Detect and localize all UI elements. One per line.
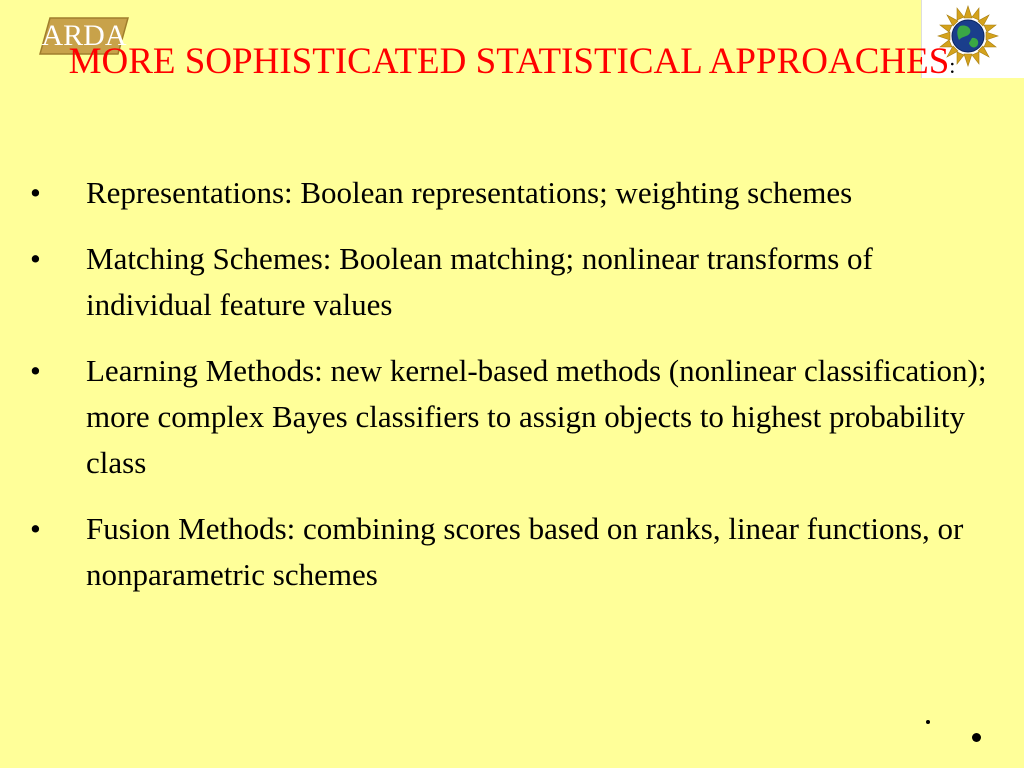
footer-dot-small-icon	[926, 720, 930, 724]
bullet-text: Matching Schemes: Boolean matching; nonlinear transforms of individual feature values	[86, 241, 873, 322]
bullet-icon: •	[30, 353, 41, 388]
bullet-text: Fusion Methods: combining scores based on ranks, linear functions, or nonparametric schemes	[86, 511, 964, 592]
arda-logo-text: ARDA	[41, 19, 127, 52]
slide-title	[60, 36, 964, 92]
bullet-text: Representations: Boolean representations; weighting schemes	[86, 175, 853, 210]
slide-title-colon: :	[949, 53, 956, 78]
bullet-text: Learning Methods: new kernel-based methods (nonlinear classification); more complex Bayes classifiers to assign objects to highest probability class	[86, 353, 987, 480]
bullet-icon: •	[30, 175, 41, 210]
bullet-item	[30, 170, 990, 216]
bullet-icon: •	[30, 511, 41, 546]
bullet-list	[30, 170, 990, 618]
bullet-item	[30, 236, 990, 328]
footer-dot-large-icon	[972, 733, 981, 742]
slide-title-text: MORE SOPHISTICATED STATISTICAL APPROACHES	[68, 41, 950, 82]
bullet-icon: •	[30, 241, 41, 276]
bullet-item	[30, 506, 990, 598]
bullet-item	[30, 348, 990, 486]
